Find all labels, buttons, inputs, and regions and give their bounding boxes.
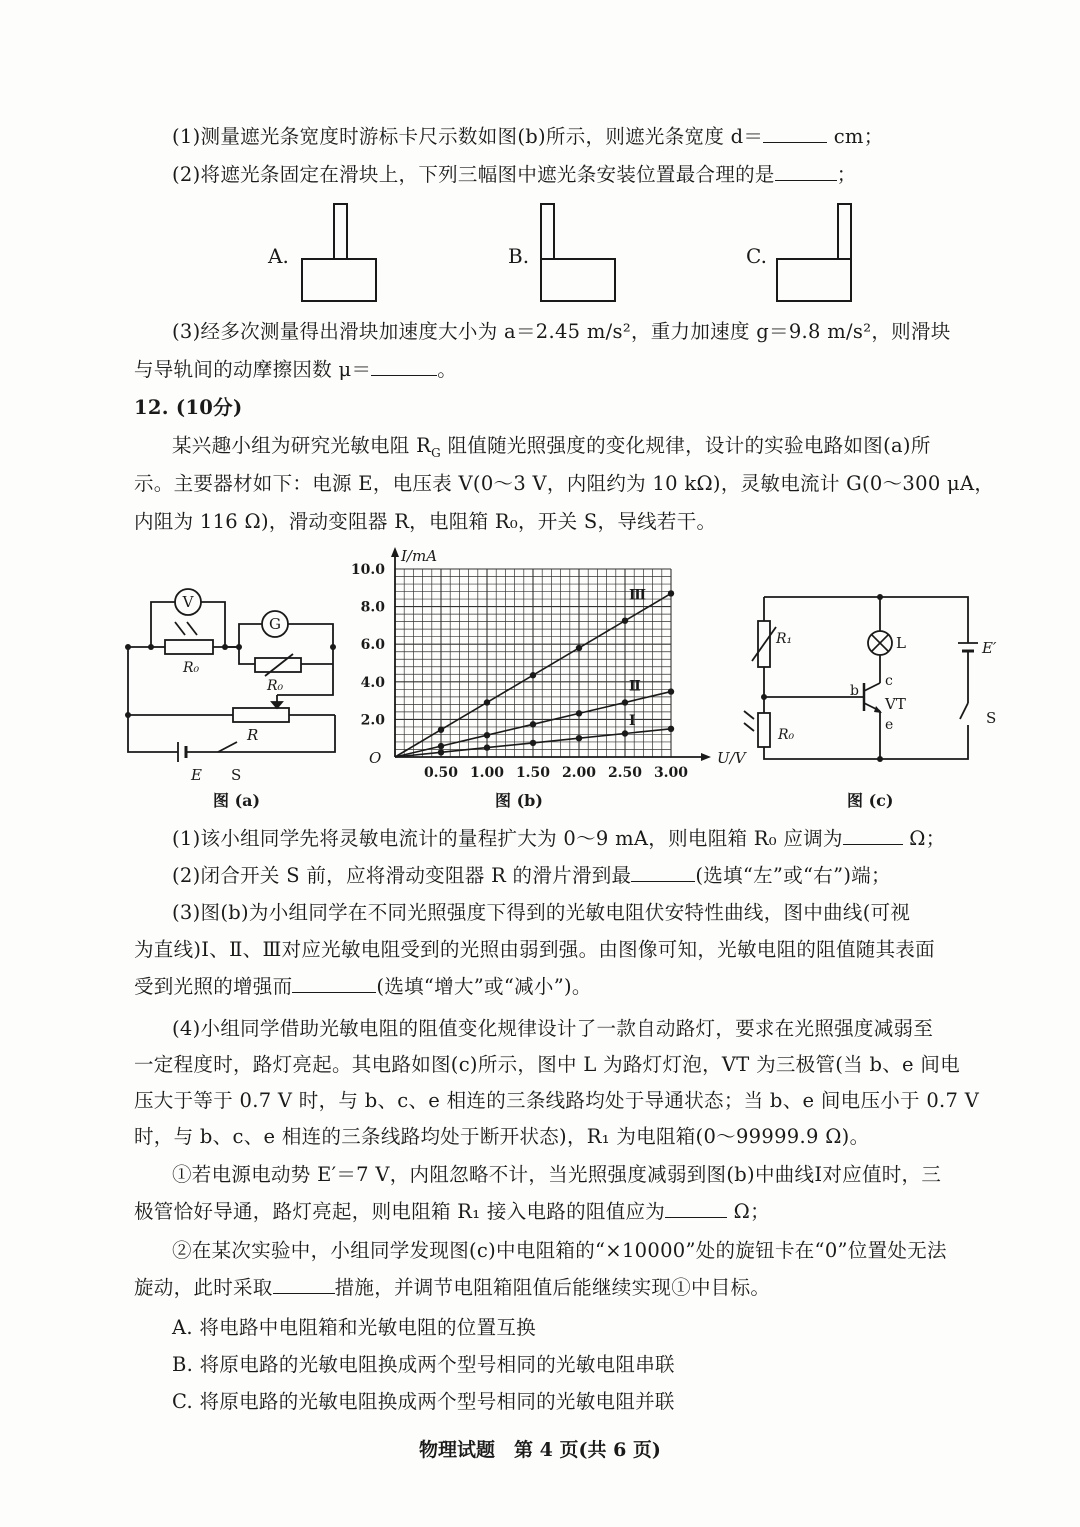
q12-part4: (4)小组同学借助光敏电阻的阻值变化规律设计了一款自动路灯，要求在光照强度减弱至 [172, 1017, 934, 1040]
option-a-strip [334, 204, 347, 259]
label-l: L [896, 634, 906, 652]
option-c-label: C. [746, 244, 767, 268]
label-b: b [850, 683, 859, 699]
option-c-strip [838, 204, 851, 259]
label-r0: R₀ [778, 727, 795, 743]
option-c: C. 将原电路的光敏电阻换成两个型号相同的光敏电阻并联 [172, 1390, 675, 1413]
data-point [484, 732, 490, 738]
q12-part2: (2)闭合开关 S 前，应将滑动变阻器 R 的滑片滑到最 (选填“左”或“右”)端； [172, 864, 891, 887]
q12-part3-cont2: 受到光照的增强而 (选填“增大”或“减小”)。 [134, 975, 592, 998]
x-tick-label: 0.50 [423, 765, 459, 781]
option-b-label: B. [508, 244, 530, 268]
label-g: G [269, 615, 281, 633]
switch-s [218, 742, 237, 752]
series-label: Ⅱ [629, 678, 641, 695]
option-c-block [777, 259, 851, 301]
q12-part4-cont3: 时，与 b、c、e 相连的三条线路均处于断开状态)，R₁ 为电阻箱(0～99999.9 Ω)。 [134, 1125, 870, 1148]
data-point [668, 688, 674, 694]
label-s: S [986, 709, 997, 727]
q12-intro-3: 内阻为 116 Ω)，滑动变阻器 R，电阻箱 R₀，开关 S，导线若干。 [134, 510, 717, 533]
data-point [622, 699, 628, 705]
data-point [530, 672, 536, 678]
y-tick-label: 4.0 [360, 674, 385, 691]
data-point [530, 721, 536, 727]
data-point [484, 744, 490, 750]
q12-part4-cont2: 压大于等于 0.7 V 时，与 b、c、e 相连的三条线路均处于导通状态；当 b、e 间电压小于 0.7 V [134, 1089, 980, 1112]
option-a-label: A. [268, 244, 289, 268]
photoresistor-rg [165, 640, 213, 654]
y-tick-label: 2.0 [360, 712, 385, 729]
data-point [668, 590, 674, 596]
q11-part1: (1)测量遮光条宽度时游标卡尺示数如图(b)所示，则遮光条宽度 d＝ cm； [172, 125, 884, 148]
data-point [622, 618, 628, 624]
option-a: A. 将电路中电阻箱和光敏电阻的位置互换 [172, 1316, 536, 1339]
data-point [438, 743, 444, 749]
caption-fig-b: 图 (b) [495, 791, 543, 810]
chart-axes [369, 547, 748, 767]
circuit-a [115, 580, 355, 785]
y-tick-label: 10.0 [350, 562, 385, 578]
label-vt: VT [885, 695, 906, 713]
series-label: Ⅲ [629, 587, 647, 604]
y-axis-label: I/mA [401, 547, 438, 565]
data-point [576, 735, 582, 741]
y-tick-label: 6.0 [360, 637, 385, 654]
label-s: S [231, 766, 242, 784]
label-e-prime: E′ [982, 639, 997, 657]
chart-series [395, 588, 674, 757]
q12-part4-sub2-cont: 旋动，此时采取 措施，并调节电阻箱阻值后能继续实现①中目标。 [134, 1276, 771, 1299]
x-tick-label: 1.00 [469, 765, 505, 781]
x-tick-label: 3.00 [653, 765, 689, 781]
q11-part3: (3)经多次测量得出滑块加速度大小为 a＝2.45 m/s²，重力加速度 g＝9.8 m/s²，则滑块 [172, 320, 951, 343]
data-point [438, 727, 444, 733]
answer-blank[interactable] [665, 1216, 727, 1218]
photoresistor-r0 [758, 713, 770, 747]
q12-intro-2: 示。主要器材如下：电源 E，电压表 V(0～3 V，内阻约为 10 kΩ)，灵敏电流计 G(0～300 μA， [134, 472, 995, 495]
q12-part3-cont: 为直线)Ⅰ、Ⅱ、Ⅲ对应光敏电阻受到的光照由弱到强。由图像可知，光敏电阻的阻值随其表面 [134, 938, 935, 961]
q12-intro-1: 某兴趣小组为研究光敏电阻 $R_G$ 阻值随光照强度的变化规律，设计的实验电路如图(a)所 [172, 434, 931, 460]
data-point [668, 726, 674, 732]
q12-part4-sub1: ①若电源电动势 E′＝7 V，内阻忽略不计，当光照强度减弱到图(b)中曲线Ⅰ对应值时，三 [172, 1163, 942, 1186]
q12-part1: (1)该小组同学先将灵敏电流计的量程扩大为 0～9 mA，则电阻箱 R₀ 应调为 Ω； [172, 827, 946, 850]
data-point [484, 699, 490, 705]
data-point [530, 740, 536, 746]
data-point [438, 749, 444, 755]
x-tick-label: 2.00 [561, 765, 597, 781]
answer-blank[interactable] [631, 880, 695, 882]
q12-part4-sub1-cont: 极管恰好导通，路灯亮起，则电阻箱 R₁ 接入电路的阻值应为 Ω； [134, 1200, 770, 1223]
page-footer: 物理试题 第 4 页(共 6 页) [419, 1439, 661, 1461]
switch-s [960, 703, 968, 719]
option-b-strip [541, 204, 554, 259]
q12-part4-sub2: ②在某次实验中，小组同学发现图(c)中电阻箱的“×10000”处的旋钮卡在“0”位置处无法 [172, 1239, 947, 1262]
option-a-block [302, 259, 376, 301]
answer-blank[interactable] [292, 991, 376, 993]
answer-blank[interactable] [371, 374, 437, 376]
label-r1: R₁ [776, 631, 793, 647]
y-tick-label: 8.0 [360, 599, 385, 616]
label-emitter: e [885, 717, 894, 733]
option-b-block [541, 259, 615, 301]
q11-part2: (2)将遮光条固定在滑块上，下列三幅图中遮光条安装位置最合理的是 ； [172, 163, 857, 186]
answer-blank[interactable] [273, 1292, 335, 1294]
x-tick-label: 1.50 [515, 765, 551, 781]
option-b: B. 将原电路的光敏电阻换成两个型号相同的光敏电阻串联 [172, 1353, 675, 1376]
answer-blank[interactable] [843, 843, 903, 845]
origin-label: O [369, 749, 382, 767]
label-r0-box: R₀ [267, 678, 284, 694]
data-point [576, 710, 582, 716]
label-v: V [182, 593, 194, 611]
circuit-c [752, 585, 997, 770]
q12-part3: (3)图(b)为小组同学在不同光照强度下得到的光敏电阻伏安特性曲线，图中曲线(可视 [172, 901, 911, 924]
rheostat-r [233, 708, 289, 722]
label-e: E [191, 766, 202, 784]
answer-blank[interactable] [763, 141, 827, 143]
x-tick-label: 2.50 [607, 765, 643, 781]
iv-chart [340, 545, 746, 785]
q12-heading: 12. (10分) [134, 396, 243, 419]
caption-fig-a: 图 (a) [213, 791, 261, 810]
q11-part3-cont: 与导轨间的动摩擦因数 μ＝ 。 [134, 358, 458, 381]
data-point [622, 730, 628, 736]
data-point [576, 645, 582, 651]
slider-options-figure [290, 196, 890, 308]
label-c: c [885, 673, 893, 689]
y-axis-arrow [391, 547, 399, 557]
label-r0: R₀ [183, 660, 200, 676]
caption-fig-c: 图 (c) [847, 791, 894, 810]
q12-part4-cont: 一定程度时，路灯亮起。其电路如图(c)所示，图中 L 为路灯灯泡，VT 为三极管(当 b、e 间电 [134, 1053, 960, 1076]
x-axis-label: U/V [717, 749, 746, 767]
x-axis-arrow [701, 753, 711, 761]
answer-blank[interactable] [775, 179, 837, 181]
series-label: Ⅰ [629, 712, 636, 729]
label-r: R [247, 726, 259, 744]
